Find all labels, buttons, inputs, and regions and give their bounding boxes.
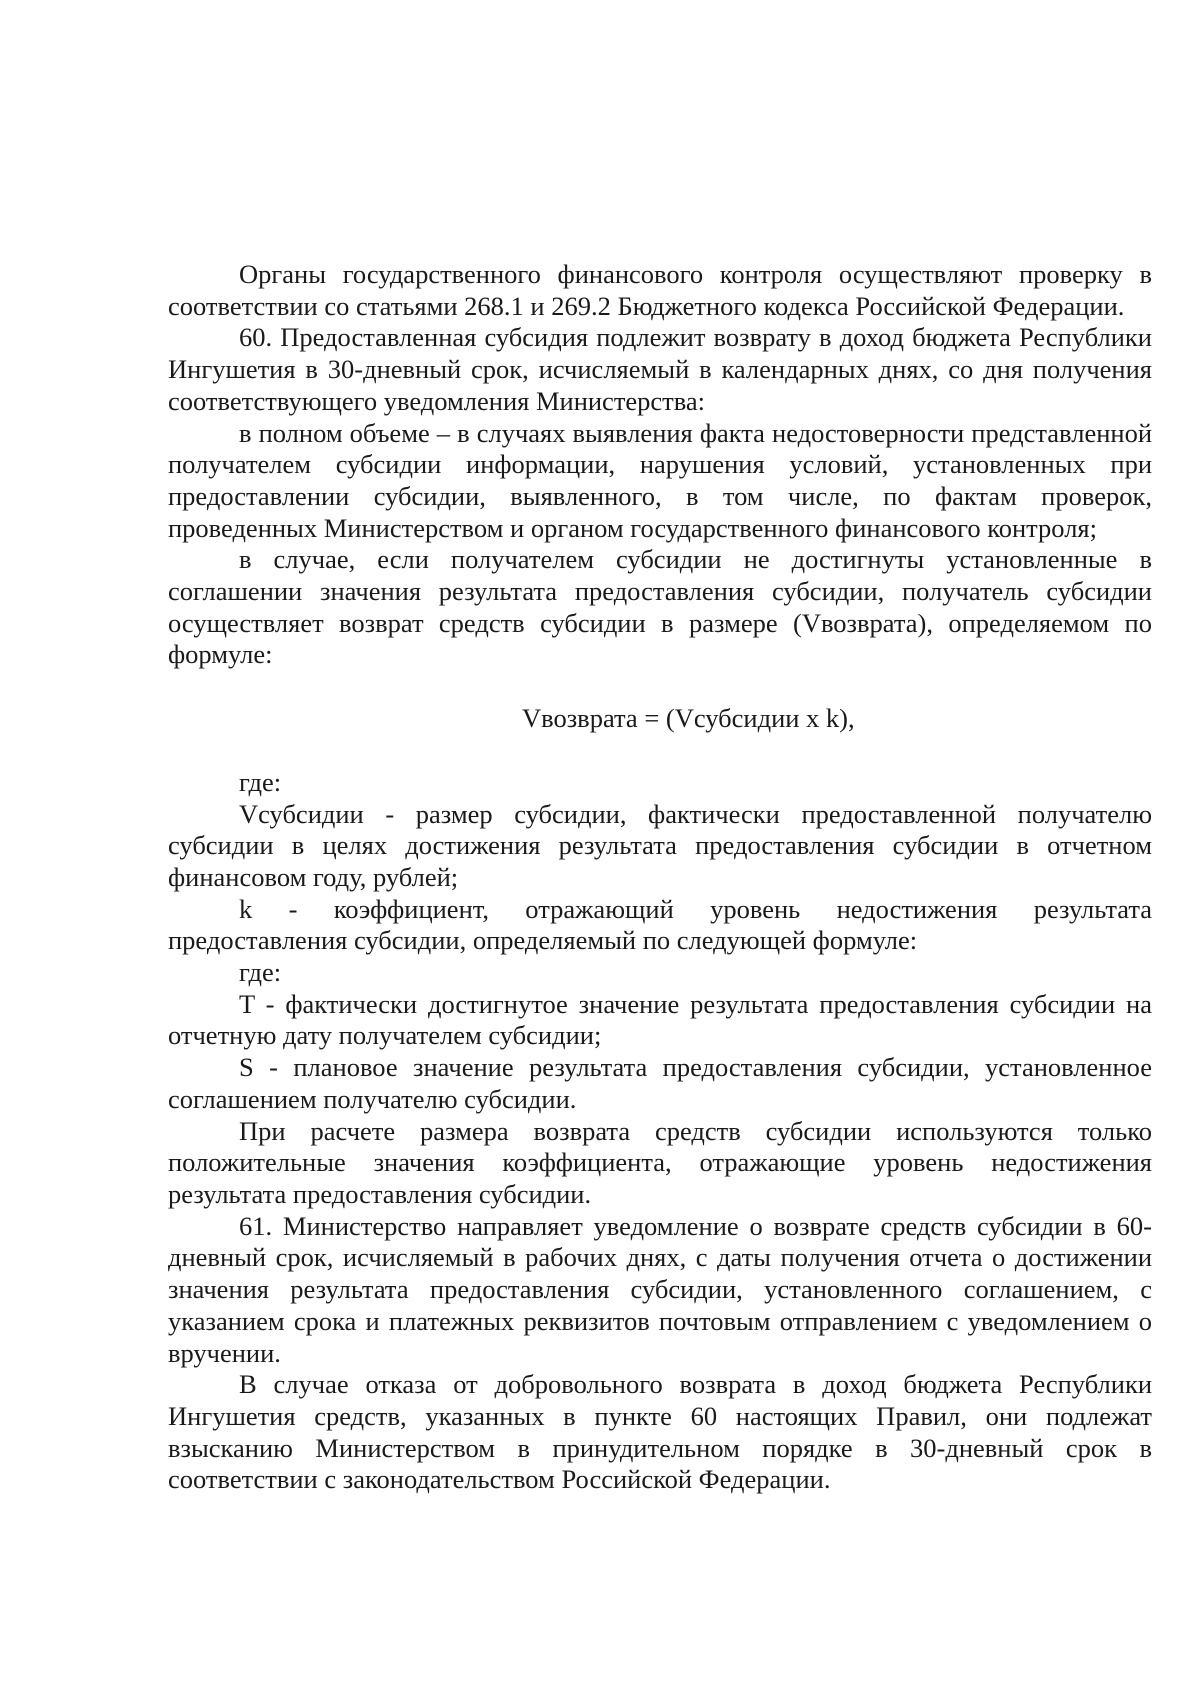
where-label: где: [239,766,282,797]
where-label-2: где: [239,957,282,988]
paragraph-60: 60. Предоставленная субсидия подлежит возврату в доход бюджета Республики Ингушетия в 30-дневный срок, исчисляемый в календарных днях, со дня получения соответствующего уведомления Министерства: [168,322,1152,416]
paragraph-positive-values: При расчете размера возврата средств субсидии используются только положительные значения коэффициента, отражающие уровень недостижения результата предоставления субсидии. [168,1115,1152,1209]
document-body [168,259,1152,1496]
paragraph-61: 61. Министерство направляет уведомление о возврате средств субсидии в 60-дневный срок, исчисляемый в рабочих днях, с даты получения отчета о достижении значения результата предоставления субсидии, установленного соглашением, с указанием срока и платежных реквизитов почтовым отправлением с уведомлением о вручении. [168,1210,1152,1368]
definition-vsubsidy: Vсубсидии - размер субсидии, фактически предоставленной получателю субсидии в целях достижения результата предоставления субсидии в отчетном финансовом году, рублей; [168,798,1152,892]
paragraph-control: Органы государственного финансового контроля осуществляют проверку в соответствии со статьями 268.1 и 269.2 Бюджетного кодекса Российской Федерации. [168,259,1152,321]
paragraph-not-achieved: в случае, если получателем субсидии не достигнуты установленные в соглашении значения результата предоставления субсидии, получатель субсидии осуществляет возврат средств субсидии в размере (Vвозврата), определяемом по формуле: [168,544,1152,670]
definition-t: T - фактически достигнутое значение результата предоставления субсидии на отчетную дату получателем субсидии; [168,988,1152,1051]
definition-s: S - плановое значение результата предоставления субсидии, установленное соглашением получателю субсидии. [168,1052,1152,1114]
return-formula: Vвозврата = (Vсубсидии x k), [522,703,855,734]
paragraph-refusal: В случае отказа от добровольного возврата в доход бюджета Республики Ингушетия средств, указанных в пункте 60 настоящих Правил, они подлежат взысканию Министерством в принудительном порядке в 30-дневный срок в соответствии с законодательством Российской Федерации. [168,1369,1152,1495]
definition-k: k - коэффициент, отражающий уровень недостижения результата предоставления субсидии, определяемый по следующей формуле: [168,893,1152,956]
paragraph-full-volume: в полном объеме – в случаях выявления факта недостоверности представленной получателем субсидии информации, нарушения условий, установленных при предоставлении субсидии, выявленного, в том числе, по фактам проверок, проведенных Министерством и органом государственного финансового контроля; [168,417,1152,543]
